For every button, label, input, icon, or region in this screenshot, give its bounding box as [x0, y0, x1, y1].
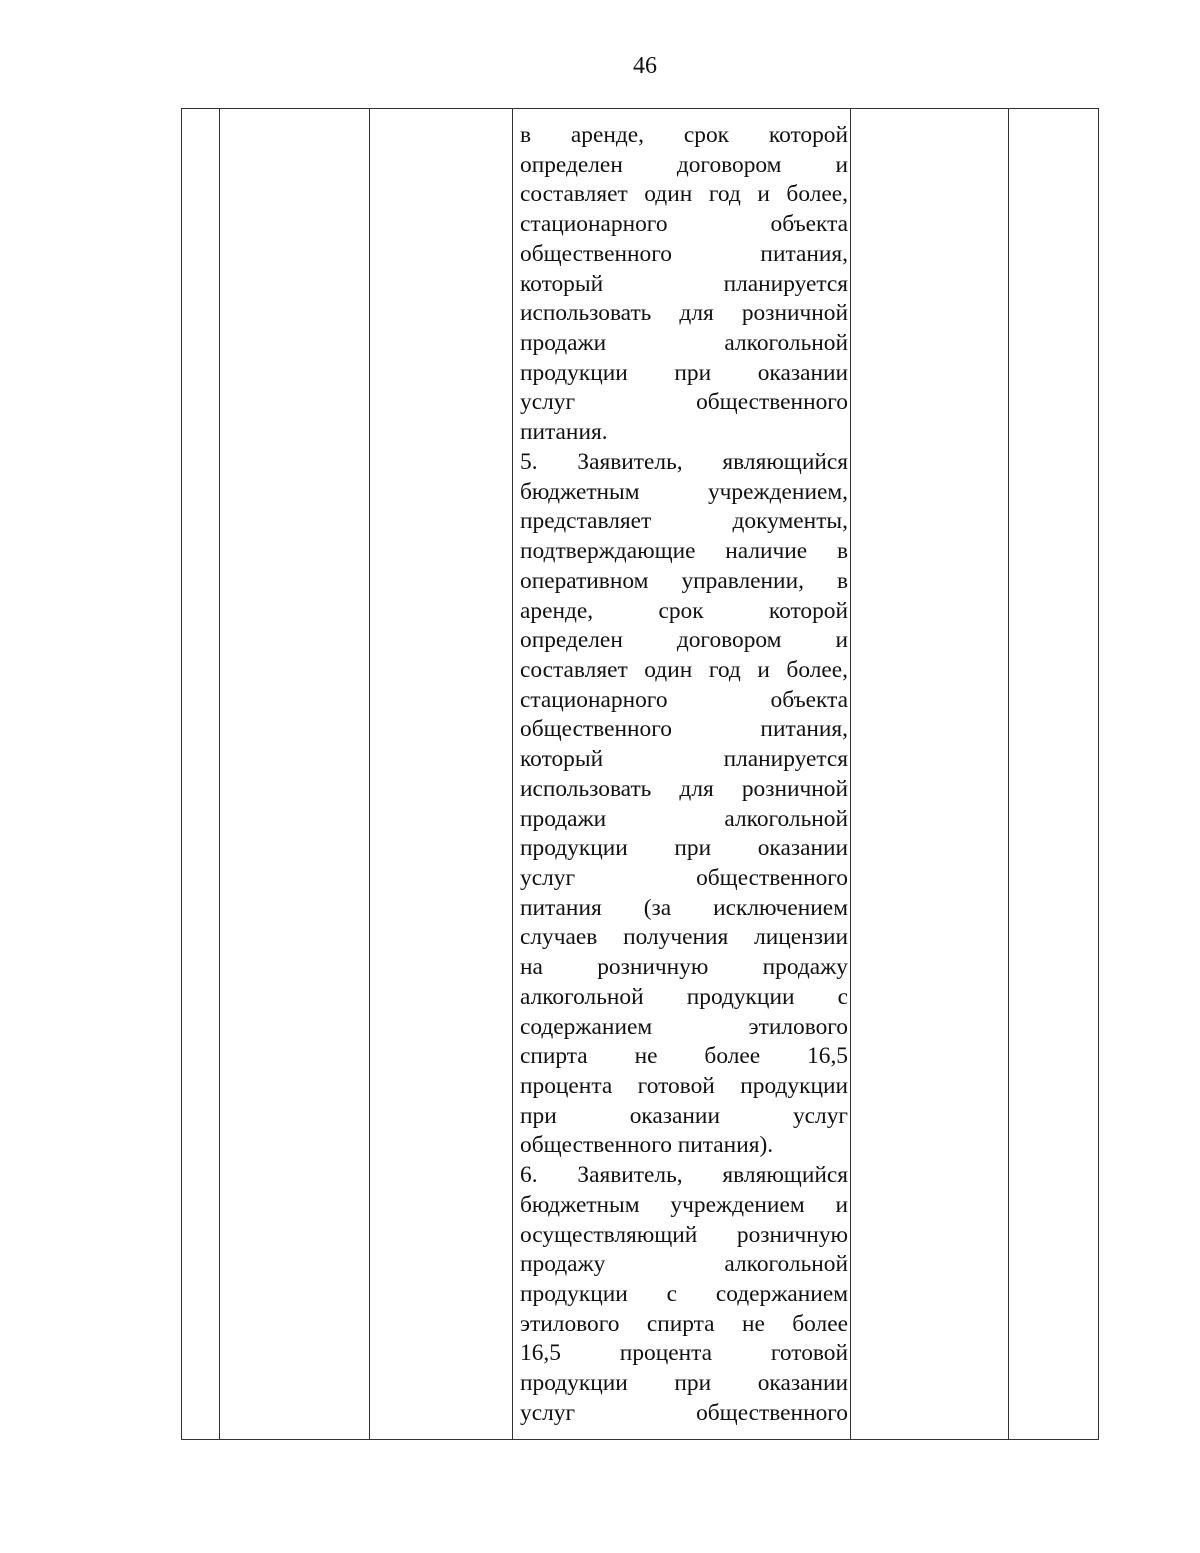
cell-text-line: этилового спирта не более [520, 1310, 848, 1337]
cell-text-line: использовать для розничной [520, 775, 848, 802]
cell-text-line: продажи алкогольной [520, 805, 848, 832]
cell-text-line: подтверждающие наличие в [520, 538, 848, 565]
cell-text-line: продукции при оказании [520, 835, 848, 862]
page-number: 46 [633, 53, 657, 79]
cell-text-line: использовать для розничной [520, 300, 848, 327]
cell-text-line: спирта не более 16,5 [520, 1043, 848, 1070]
cell-text-line: составляет один год и более, [520, 181, 848, 208]
cell-text-line: который планируется [520, 270, 848, 297]
column-divider [369, 108, 370, 1440]
cell-text-line: процента готовой продукции [520, 1073, 848, 1099]
cell-text-line: содержанием этилового [520, 1013, 848, 1040]
cell-text-line: 16,5 процента готовой [520, 1340, 848, 1367]
cell-text-line: бюджетным учреждением, [520, 478, 848, 505]
cell-text-line: случаев получения лицензии [520, 924, 848, 951]
cell-text-line: питания. [520, 419, 608, 446]
cell-text-line: в аренде, срок которой [520, 122, 848, 148]
cell-text-line: стационарного объекта [520, 211, 848, 238]
cell-text-line: продажи алкогольной [520, 330, 848, 357]
cell-text-line: общественного питания, [520, 716, 848, 743]
column-divider [1008, 108, 1009, 1440]
cell-text-line: определен договором и [520, 151, 848, 178]
cell-text-line: общественного питания). [520, 1132, 774, 1159]
cell-text-line: при оказании услуг [520, 1102, 848, 1129]
cell-text-line: определен договором и [520, 627, 848, 654]
cell-text-line: услуг общественного [520, 1399, 848, 1426]
cell-text-line: продукции при оказании [520, 359, 848, 386]
cell-text-line: продажу алкогольной [520, 1251, 848, 1278]
cell-text-line: составляет один год и более, [520, 656, 848, 683]
cell-text-line: услуг общественного [520, 389, 848, 416]
cell-text-line: на розничную продажу [520, 954, 848, 981]
cell-text-line: 5. Заявитель, являющийся [520, 448, 848, 475]
cell-text-line: 6. Заявитель, являющийся [520, 1162, 848, 1189]
cell-text-line: питания (за исключением [520, 894, 848, 921]
cell-text-line: осуществляющий розничную [520, 1221, 848, 1248]
cell-text-line: алкогольной продукции с [520, 983, 848, 1010]
cell-text-line: оперативном управлении, в [520, 567, 848, 594]
column-divider [512, 108, 513, 1440]
cell-text-line: общественного питания, [520, 240, 848, 267]
cell-text-line: который планируется [520, 746, 848, 773]
cell-text-line: продукции при оказании [520, 1370, 848, 1397]
column-divider [850, 108, 851, 1440]
cell-text-line: стационарного объекта [520, 686, 848, 713]
cell-text-line: услуг общественного [520, 864, 848, 891]
cell-text-line: бюджетным учреждением и [520, 1191, 848, 1218]
cell-text-line: представляет документы, [520, 508, 848, 535]
column-divider [219, 108, 220, 1440]
cell-text-line: аренде, срок которой [520, 597, 848, 624]
table-cell-text [520, 121, 848, 1429]
cell-text-line: продукции с содержанием [520, 1281, 848, 1308]
